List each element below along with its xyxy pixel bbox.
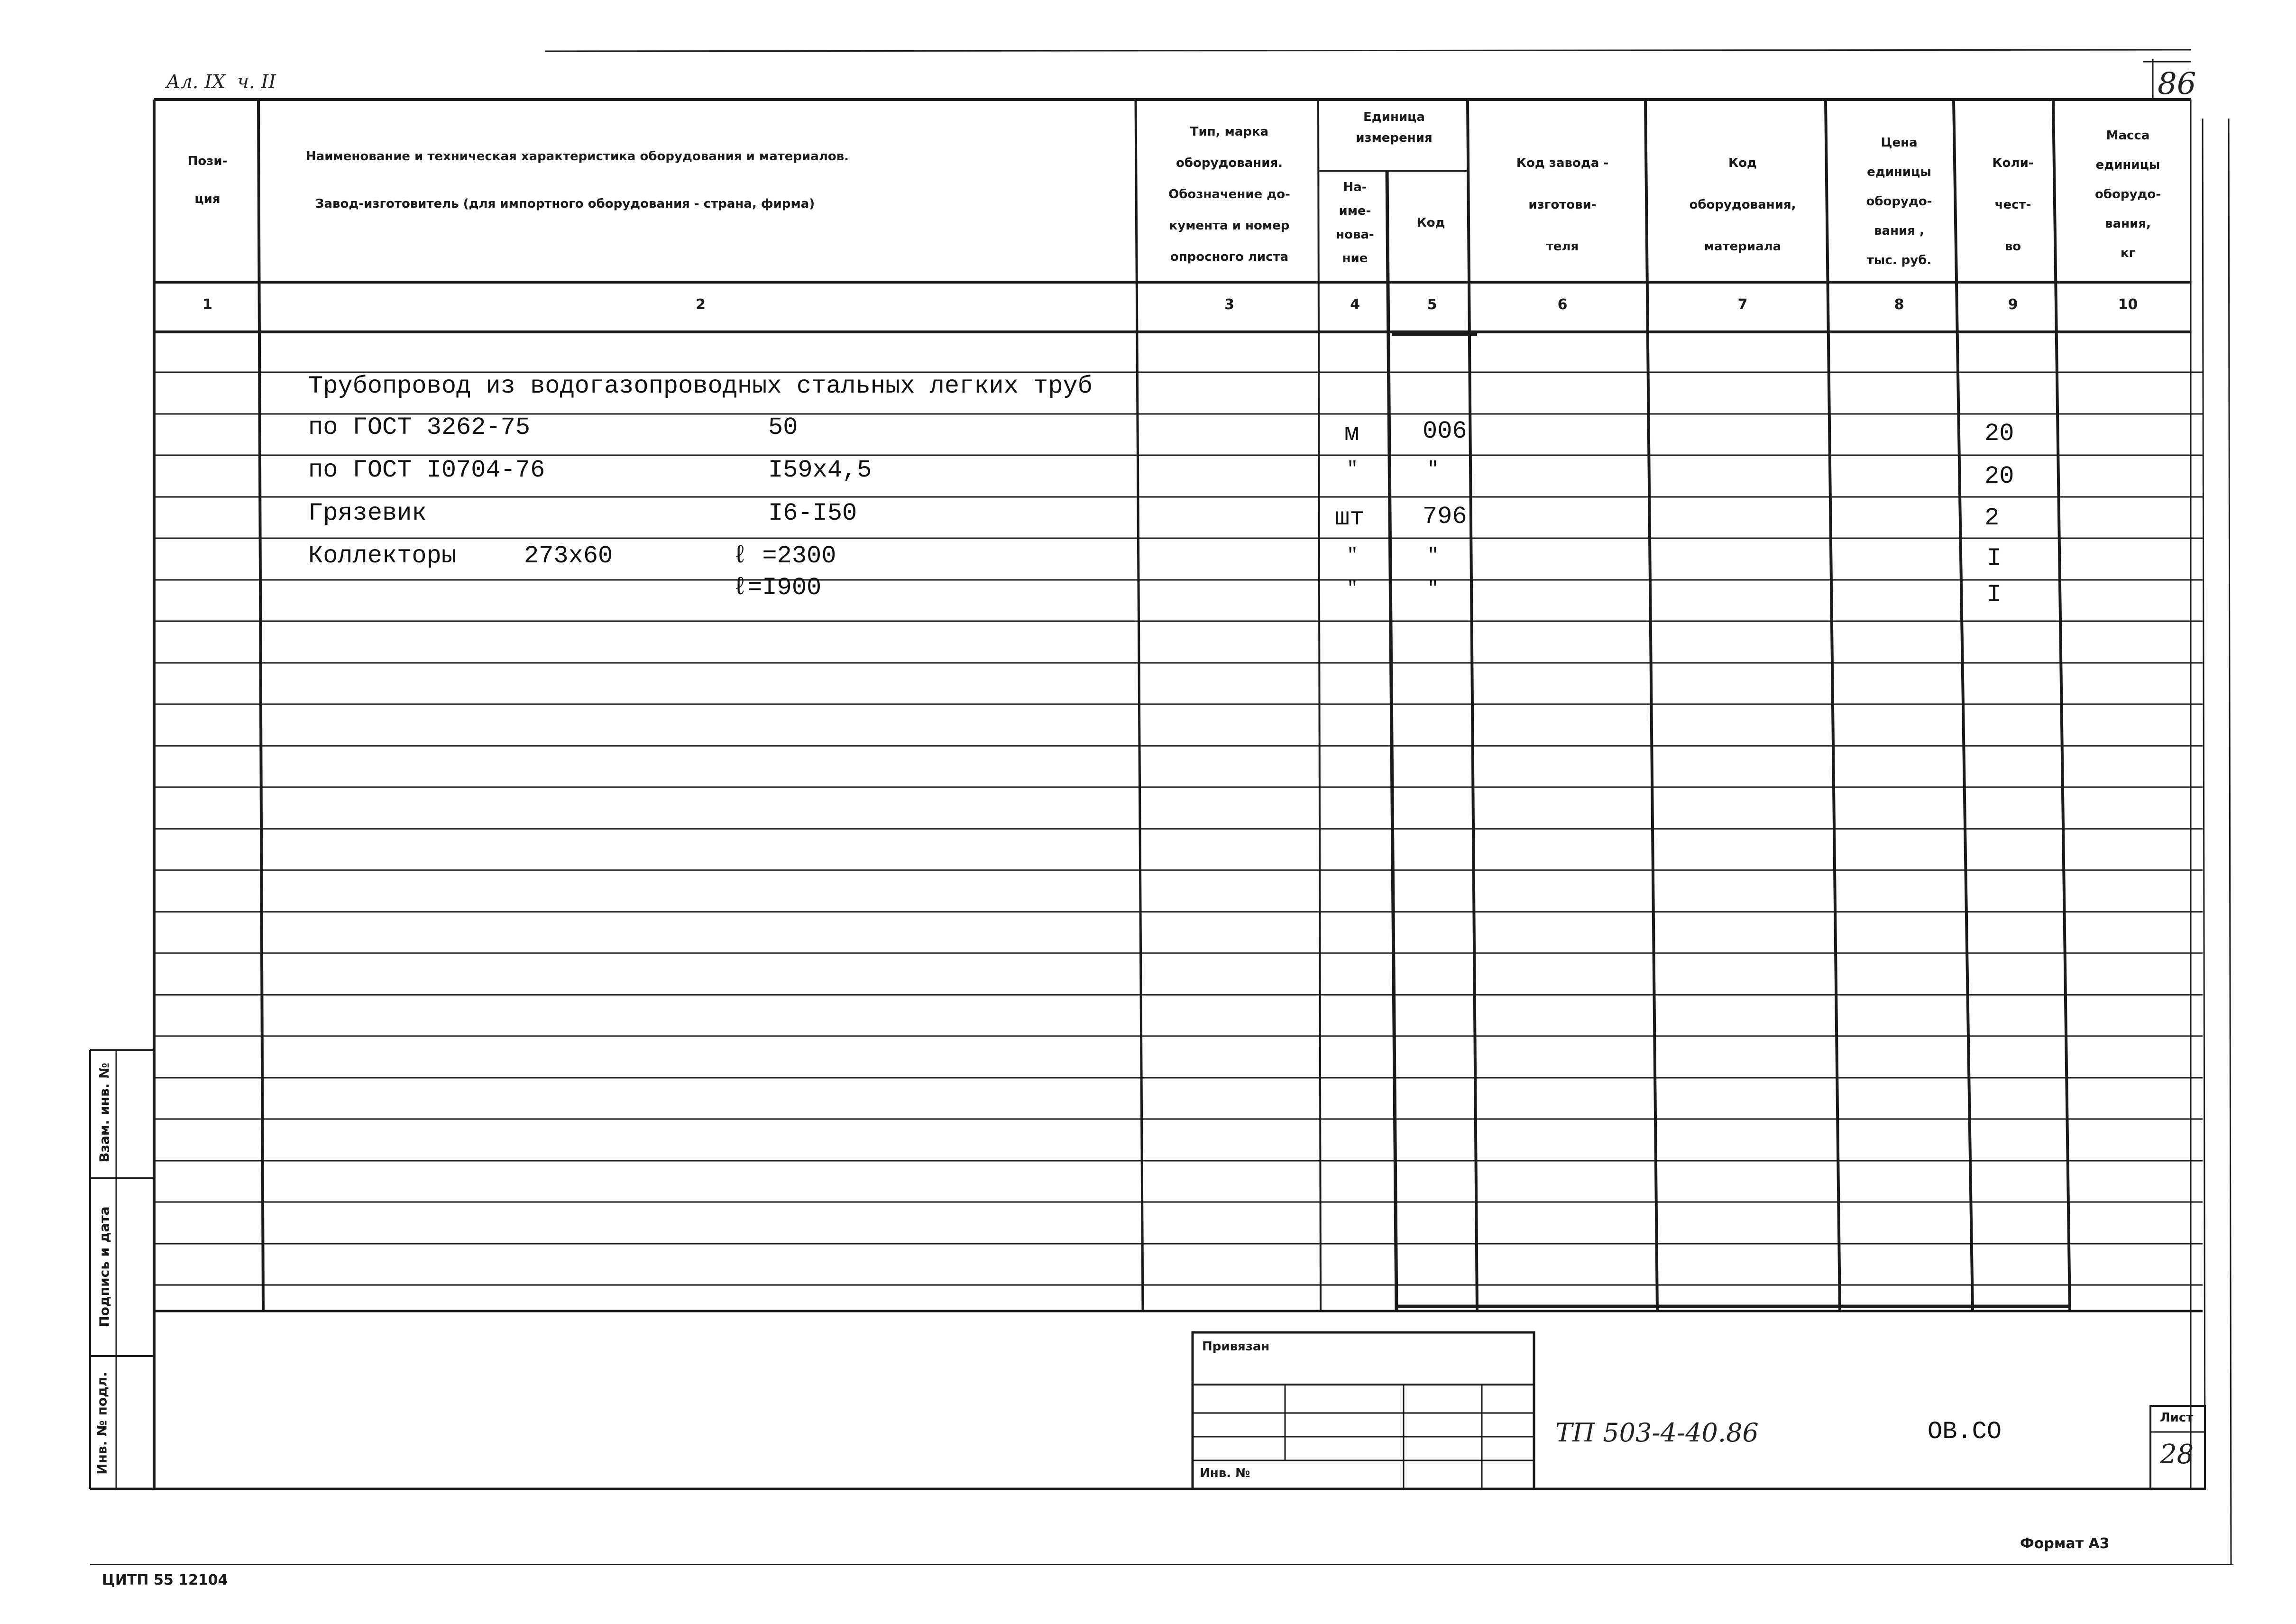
colnum-4: 4 — [1350, 296, 1360, 313]
row-name: по ГОСТ 3262-75 — [308, 413, 531, 441]
row-dim: 273x60 — [524, 542, 613, 570]
page-number: 86 — [2158, 66, 2196, 101]
row-qty: I — [1987, 581, 2002, 609]
footer-format: Формат А3 — [2020, 1535, 2110, 1552]
colnum-7: 7 — [1737, 296, 1748, 313]
album-note: Ал. IX — [166, 71, 226, 93]
header-col3: Тип, марка оборудования. Обозначение до- кумента и номер опросного листа — [1168, 125, 1290, 264]
colnum-5: 5 — [1427, 296, 1437, 313]
colnum-1: 1 — [202, 296, 212, 313]
stamp-section: ОВ.СО — [1928, 1418, 2002, 1446]
colnum-2: 2 — [696, 296, 706, 313]
header-col8: Цена единицы оборудо- вания , тыс. руб. — [1866, 136, 1932, 267]
row-size: I6-I50 — [768, 499, 857, 527]
header-col6: Код завода - изготови- теля — [1516, 156, 1609, 254]
stamp-sheet-number: 28 — [2160, 1439, 2194, 1470]
stamp-designation: ТП 503-4-40.86 — [1555, 1418, 1759, 1448]
header-col2-line1: Наименование и техническая характеристика оборудования и материалов. — [306, 149, 849, 164]
row-qty: 20 — [1984, 462, 2014, 490]
row-code: " — [1427, 578, 1439, 600]
side-vzam-label: Взам. инв. № — [96, 1063, 112, 1163]
stamp-sheet-label: Лист — [2160, 1411, 2194, 1425]
row-qty: 2 — [1984, 504, 2000, 532]
colnum-6: 6 — [1557, 296, 1568, 313]
footer-printer: ЦИТП 55 12104 — [102, 1572, 228, 1588]
part-note: ч. II — [237, 71, 276, 93]
row-unit: " — [1347, 545, 1359, 567]
row-name: по ГОСТ I0704-76 — [308, 456, 545, 484]
header-col2-line2: Завод-изготовитель (для импортного оборудования - страна, фирма) — [315, 197, 815, 211]
row-size: I59x4,5 — [768, 456, 872, 484]
colnum-10: 10 — [2118, 296, 2138, 313]
header-col4: На- име- нова- ние — [1336, 180, 1374, 266]
colnum-8: 8 — [1894, 296, 1904, 313]
row-qty: 20 — [1984, 420, 2014, 448]
header-col7: Код оборудования, материала — [1689, 156, 1796, 254]
row-size: 50 — [768, 413, 798, 441]
side-inv-label: Инв. № подл. — [94, 1372, 110, 1475]
row-unit: м — [1344, 420, 1359, 448]
header-col5: Код — [1416, 216, 1445, 230]
row-unit: " — [1347, 578, 1359, 600]
row-size: ℓ=I900 — [733, 574, 822, 602]
row-code: " — [1427, 459, 1439, 480]
row-code: 006 — [1423, 417, 1467, 445]
row-code: " — [1427, 545, 1439, 567]
stamp-inv-no: Инв. № — [1200, 1466, 1250, 1480]
row-name: Грязевик — [308, 499, 427, 527]
row-unit: " — [1347, 459, 1359, 480]
row-qty: I — [1987, 544, 2002, 572]
header-unit-group: Единица измерения — [1356, 110, 1433, 145]
colnum-3: 3 — [1224, 296, 1234, 313]
stamp-privyazan: Привязан — [1202, 1340, 1270, 1354]
header-col1: Пози- ция — [187, 154, 228, 206]
row-code: 796 — [1423, 503, 1467, 531]
header-col10: Масса единицы оборудо- вания, кг — [2094, 128, 2161, 260]
row-size: ℓ =2300 — [733, 542, 836, 570]
row-name: Коллекторы — [308, 542, 457, 570]
colnum-9: 9 — [2008, 296, 2018, 313]
side-podpis-label: Подпись и дата — [96, 1206, 112, 1327]
row-unit: шт — [1335, 504, 1365, 532]
row-name: Трубопровод из водогазопроводных стальных легких труб — [308, 372, 1093, 400]
header-col9: Коли- чест- во — [1992, 156, 2034, 254]
